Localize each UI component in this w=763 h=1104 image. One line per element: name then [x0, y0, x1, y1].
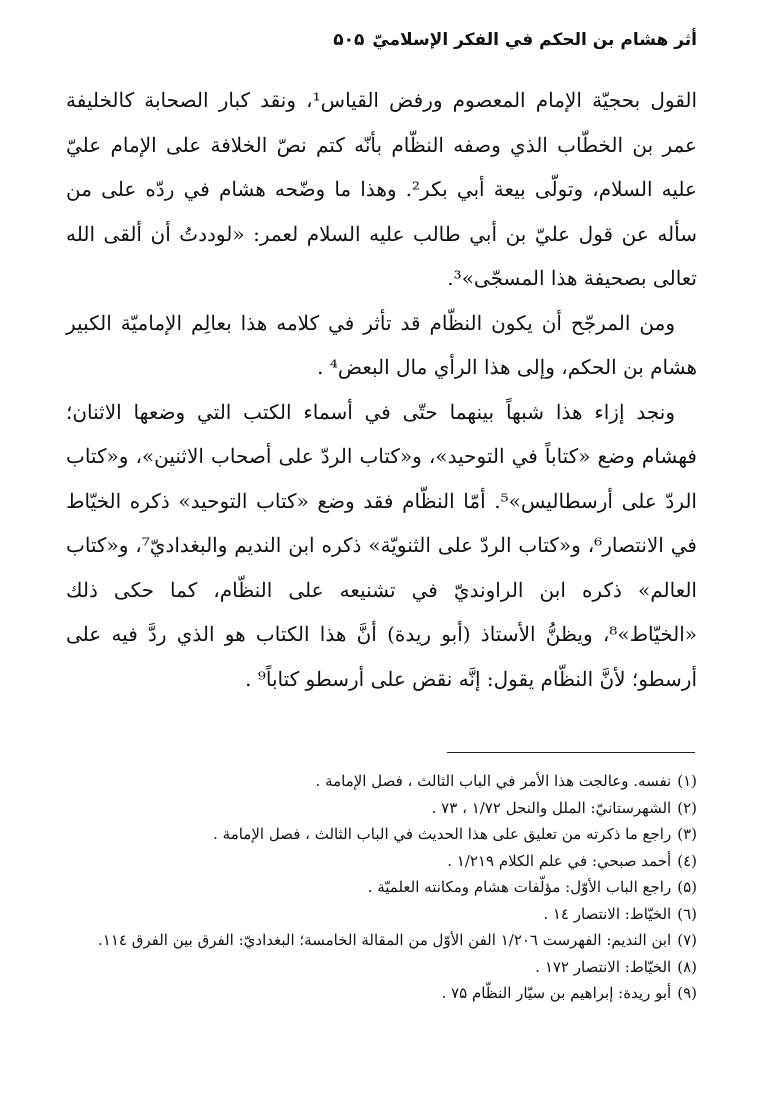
footnote-number: (٤)	[677, 851, 697, 870]
footnote-text: الخيّاط: الانتصار ١٤ .	[543, 904, 672, 923]
footnote-number: (۱)	[677, 772, 697, 790]
footnotes	[70, 768, 697, 1007]
footnote-number: (۵)	[677, 878, 697, 896]
footnote-text: أحمد صبحي: في علم الكلام ۱/۲۱۹ .	[447, 851, 672, 870]
footnote-text: ابن النديم: الفهرست ۱/۲۰٦ الفن الأوّل من المقالة الخامسة؛ البغداديّ: الفرق بين الفرق ١١٤.	[97, 931, 672, 949]
footnote-number: (۳)	[677, 825, 697, 843]
footnote-text: راجع الباب الأوّل: مؤلّفات هشام ومكانته العلميّة .	[367, 878, 672, 896]
footnote-text: الخيّاط: الانتصار ۱۷۲ .	[535, 957, 672, 976]
footnote	[70, 980, 697, 1007]
paragraph: ونجد إزاء هذا شبهاً بينهما حتّى في أسماء الكتب التي وضعها الاثنان؛ فهشام وضع «كتاباً في التوحيد»، و«كتاب الردّ على أصحاب الاثنين»، و«كتاب الردّ على أرسطاليس»⁵. أمّا النظّام فقد وضع «كتاب التوحيد» ذكره الخيّاط في الانتصار⁶، و«كتاب الردّ على الثنويّة» ذكره ابن النديم والبغداديّ⁷، و«كتاب العالم» ذكره ابن الراونديّ في تشنيعه على النظّام، كما حكى ذلك «الخيّاط»⁸، ويظنُّ الأستاذ (أبو ريدة) أنَّ هذا الكتاب هو الذي ردَّ فيه على أرسطو؛ لأنَّ النظّام يقول: إنَّه نقض على أرسطو كتاباً⁹ .	[66, 399, 697, 691]
footnote-text: أبو ريدة: إبراهيم بن سيّار النظّام ۷۵ .	[441, 984, 672, 1002]
footnote-number: (۷)	[677, 931, 697, 949]
footnote-number: (۹)	[677, 984, 697, 1002]
footnote-text: الشهرستانيّ: الملل والنحل ۱/۷۲ ، ۷۳ .	[431, 798, 672, 817]
footnote-number: (٦)	[677, 904, 697, 923]
footnote-text: نفسه. وعالجت هذا الأمر في الباب الثالث ، فصل الإمامة .	[315, 772, 672, 790]
footnote	[70, 848, 697, 875]
footnote-number: (۸)	[677, 957, 697, 976]
footnote-number: (۲)	[677, 798, 697, 817]
paragraph: ومن المرجّح أن يكون النظّام قد تأثر في كلامه هذا بعالِم الإماميّة الكبير هشام بن الحكم، وإلى هذا الرأي مال البعض⁴ .	[66, 310, 697, 379]
footnote	[70, 795, 697, 822]
footnote	[70, 927, 697, 954]
footnote	[70, 954, 697, 981]
paragraph: القول بحجيّة الإمام المعصوم ورفض القياس¹، ونقد كبار الصحابة كالخليفة عمر بن الخطّاب الذي وصفه النظّام بأنّه كتم نصّ الخلافة على الإمام عليّ عليه السلام، وتولّى بيعة أبي بكر². وهذا ما وضّحه هشام في ردّه على من سأله عن قول عليّ بن أبي طالب عليه السلام لعمر: «لوددتُ أن ألقى الله تعالى بصحيفة هذا المسجّى»³.	[66, 88, 697, 290]
main-text	[66, 78, 697, 701]
footnote-separator	[447, 752, 695, 753]
page-header	[70, 30, 697, 50]
footnote	[70, 901, 697, 928]
page-number: ۵۰۵	[333, 30, 365, 50]
footnote-text: راجع ما ذكرته من تعليق على هذا الحديث في الباب الثالث ، فصل الإمامة .	[213, 825, 672, 843]
running-title: أثر هشام بن الحكم في الفكر الإسلاميّ	[372, 30, 697, 50]
footnote	[70, 768, 697, 795]
footnote	[70, 821, 697, 848]
footnote	[70, 874, 697, 901]
